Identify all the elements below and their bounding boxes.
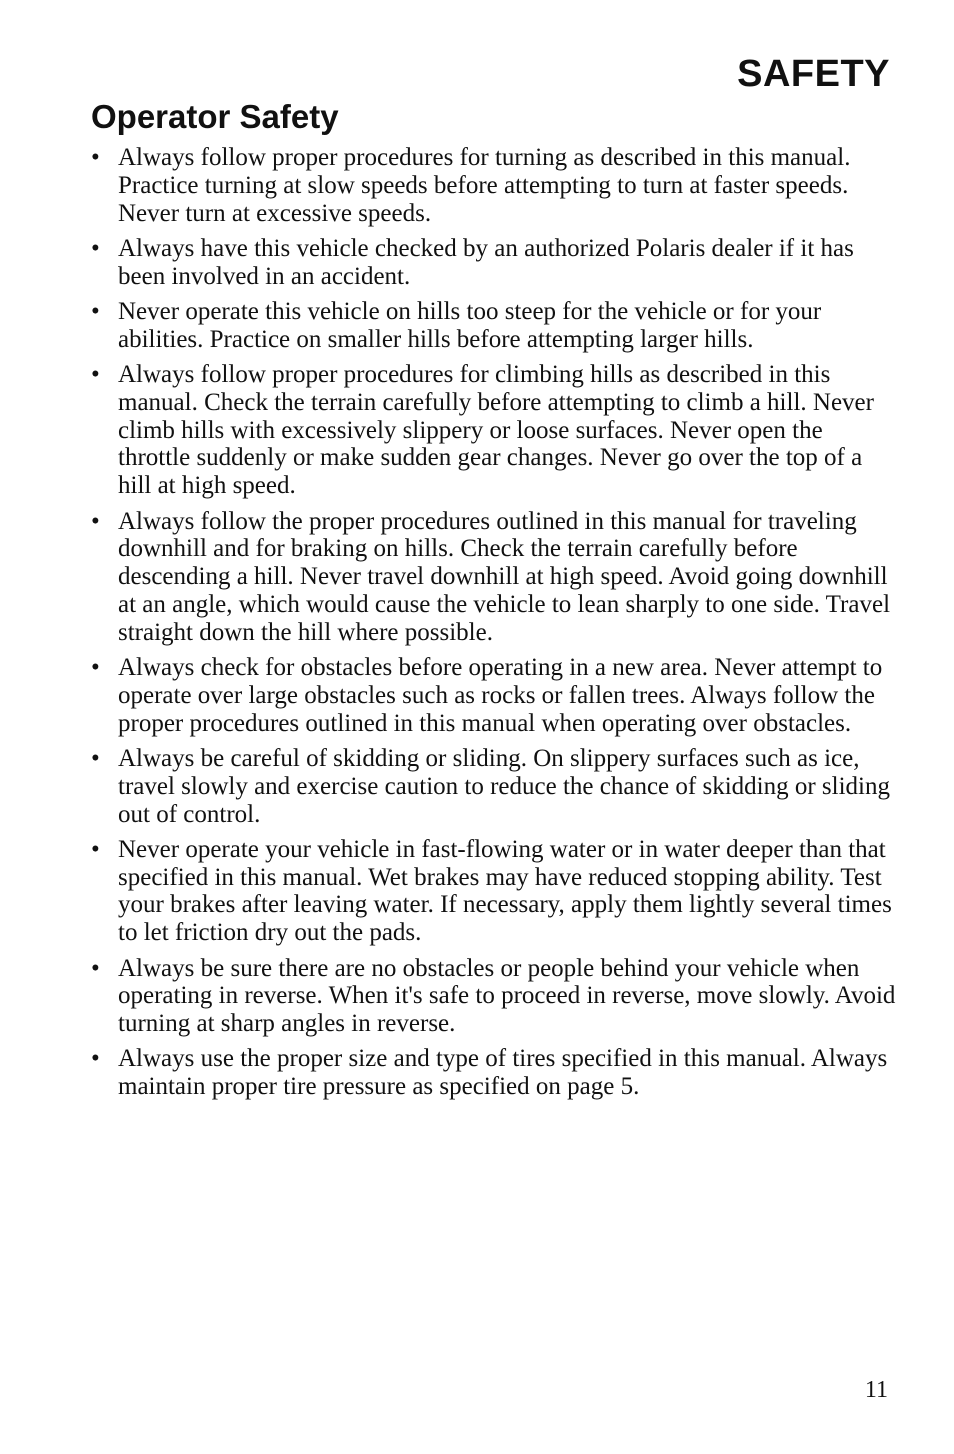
- list-item: [91, 654, 896, 737]
- list-item: [91, 1045, 896, 1101]
- list-item-text: Always follow proper procedures for turning as described in this manual. Practice turning at slow speeds before attempting to turn at faster speeds. Never turn at excessive speeds.: [118, 144, 851, 227]
- list-item: [91, 298, 896, 354]
- list-item: [91, 745, 896, 828]
- list-item-text: Always follow proper procedures for climbing hills as described in this manual. Check the terrain carefully before attempting to climb a hill. Never climb hills with excessively slippery or loose surfaces. Never open the throttle suddenly or make sudden gear changes. Never go over the top of a hill at high speed.: [118, 361, 874, 500]
- bullet-marker: •: [91, 507, 100, 535]
- list-item: [91, 836, 896, 947]
- list-item-text: Always use the proper size and type of tires specified in this manual. Always maintain proper tire pressure as specified on page 5.: [118, 1045, 888, 1101]
- bullet-marker: •: [91, 361, 100, 389]
- list-item: [91, 955, 896, 1038]
- bullet-marker: •: [91, 234, 100, 262]
- list-item: [91, 508, 896, 647]
- bullet-marker: •: [91, 654, 100, 682]
- list-item-text: Always be sure there are no obstacles or people behind your vehicle when operating in reverse. When it's safe to proceed in reverse, move slowly. Avoid turning at sharp angles in reverse.: [118, 954, 896, 1038]
- page-number: 11: [864, 1377, 888, 1403]
- bullet-marker: •: [91, 1045, 100, 1073]
- list-item-text: Always have this vehicle checked by an authorized Polaris dealer if it has been involved in an accident.: [118, 234, 854, 290]
- safety-bullet-list: [91, 144, 896, 1109]
- page-title: Operator Safety: [91, 98, 339, 135]
- list-item-text: Never operate your vehicle in fast-flowing water or in water deeper than that specified in this manual. Wet brakes may have reduced stopping ability. Test your brakes after leaving water. If necessary, apply them lightly several times to let friction dry out the pads.: [118, 835, 892, 947]
- list-item-text: Never operate this vehicle on hills too steep for the vehicle or for your abilities. Practice on smaller hills before attempting larger hills.: [118, 297, 822, 353]
- list-item: [91, 144, 896, 227]
- bullet-marker: •: [91, 144, 100, 171]
- list-item-text: Always check for obstacles before operating in a new area. Never attempt to operate over large obstacles such as rocks or fallen trees. Always follow the proper procedures outlined in this manual when operating over obstacles.: [118, 654, 883, 737]
- list-item-text: Always be careful of skidding or sliding. On slippery surfaces such as ice, travel slowly and exercise caution to reduce the chance of skidding or sliding out of control.: [118, 744, 890, 828]
- list-item-text: Always follow the proper procedures outlined in this manual for traveling downhill and for braking on hills. Check the terrain carefully before descending a hill. Never travel downhill at high speed. Avoid going downhill at an angle, which would cause the vehicle to lean sharply to one side. Travel straight down the hill where possible.: [118, 507, 891, 646]
- bullet-marker: •: [91, 297, 100, 325]
- section-header: SAFETY: [737, 53, 890, 95]
- list-item: [91, 361, 896, 500]
- bullet-marker: •: [91, 835, 100, 863]
- bullet-marker: •: [91, 744, 100, 772]
- list-item: [91, 235, 896, 291]
- bullet-marker: •: [91, 954, 100, 982]
